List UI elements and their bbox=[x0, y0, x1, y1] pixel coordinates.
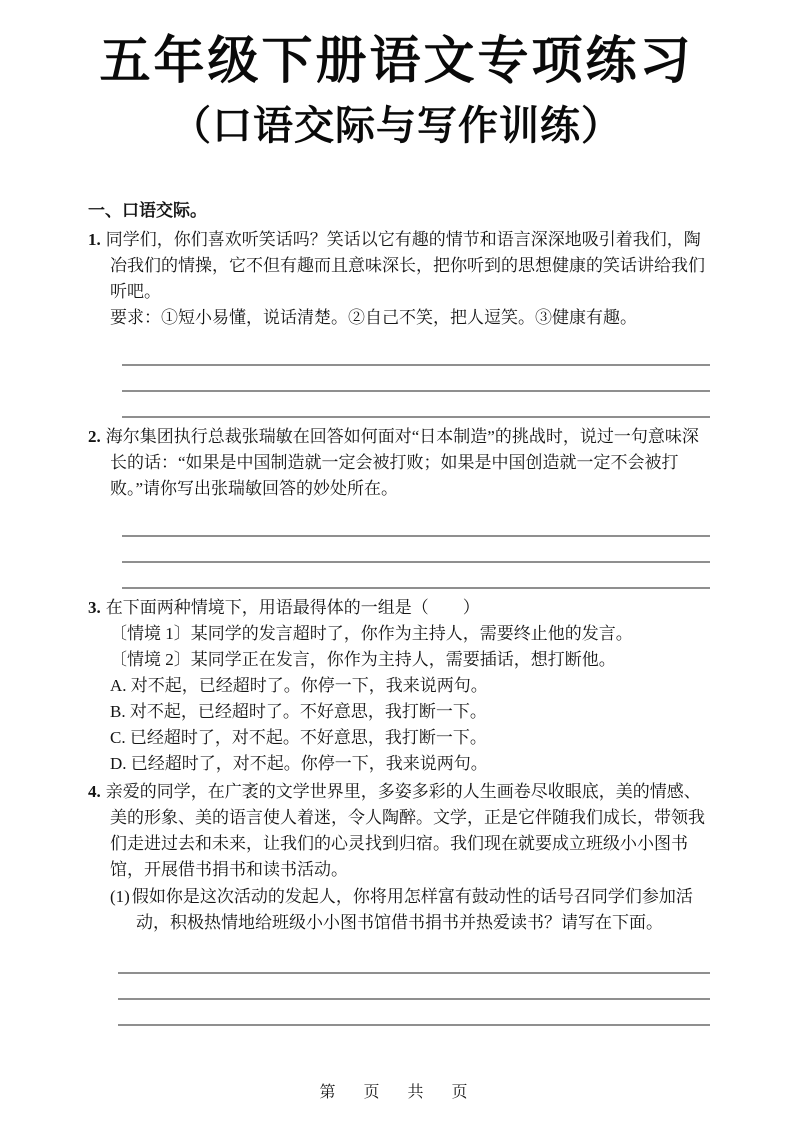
question-3-body: 在下面两种情境下，用语最得体的一组是（ ） bbox=[105, 598, 480, 617]
answer-blank-line[interactable] bbox=[118, 948, 710, 974]
question-2-number: 2. bbox=[88, 427, 101, 446]
question-4-sub-1-number: (1) bbox=[110, 887, 130, 906]
question-3-option-b[interactable]: B. 对不起，已经超时了。不好意思，我打断一下。 bbox=[110, 702, 487, 721]
answer-blank-line[interactable] bbox=[118, 1000, 710, 1026]
page-title: 五年级下册语文专项练习 bbox=[99, 32, 694, 89]
question-3-option-d[interactable]: D. 已经超时了，对不起。你停一下，我来说两句。 bbox=[110, 754, 488, 773]
question-4 bbox=[88, 779, 710, 1026]
question-4-sub-1-body: 假如你是这次活动的发起人，你将用怎样富有鼓动性的话号召同学们参加活动，积极热情地给班级小小图书馆借书捐书并热爱读书？请写在下面。 bbox=[131, 887, 693, 932]
question-2-answer-area bbox=[122, 511, 710, 589]
question-2 bbox=[88, 424, 710, 589]
answer-blank-line[interactable] bbox=[122, 563, 710, 589]
answer-blank-line[interactable] bbox=[122, 340, 710, 366]
question-3-number: 3. bbox=[88, 598, 101, 617]
question-1 bbox=[88, 227, 710, 418]
answer-blank-line[interactable] bbox=[122, 537, 710, 563]
question-4-body: 亲爱的同学，在广袤的文学世界里，多姿多彩的人生画卷尽收眼底，美的情感、美的形象、美的语言使人着迷，令人陶醉。文学，正是它伴随我们成长，带领我们走进过去和未来，让我们的心灵找到归宿。我们现在就要成立班级小小图书馆，开展借书捐书和读书活动。 bbox=[105, 782, 705, 879]
question-3-option-a[interactable]: A. 对不起，已经超时了。你停一下，我来说两句。 bbox=[110, 676, 488, 695]
answer-blank-line[interactable] bbox=[122, 392, 710, 418]
question-2-text bbox=[88, 424, 710, 502]
answer-blank-line[interactable] bbox=[122, 366, 710, 392]
question-4-number: 4. bbox=[88, 782, 101, 801]
question-1-number: 1. bbox=[88, 230, 101, 249]
question-1-body: 同学们，你们喜欢听笑话吗？笑话以它有趣的情节和语言深深地吸引着我们，陶冶我们的情操，它不但有趣而且意味深长，把你听到的思想健康的笑话讲给我们听吧。 bbox=[105, 230, 705, 301]
page-footer: 第 页 共 页 bbox=[319, 1084, 474, 1101]
question-4-sub-1 bbox=[110, 884, 710, 936]
question-1-requirement: 要求：①短小易懂，说话清楚。②自己不笑，把人逗笑。③健康有趣。 bbox=[110, 308, 637, 327]
question-2-body: 海尔集团执行总裁张瑞敏在回答如何面对“日本制造”的挑战时，说过一句意味深长的话：“如果是中国制造就一定会被打败；如果是中国创造就一定不会被打败。”请你写出张瑞敏回答的妙处所在。 bbox=[105, 427, 699, 498]
question-3-situation-2: 〔情境 2〕某同学正在发言，你作为主持人，需要插话，想打断他。 bbox=[110, 650, 616, 669]
question-4-text bbox=[88, 779, 710, 883]
question-3-option-c[interactable]: C. 已经超时了，对不起。不好意思，我打断一下。 bbox=[110, 728, 487, 747]
answer-blank-line[interactable] bbox=[118, 974, 710, 1000]
worksheet-content bbox=[88, 198, 710, 1026]
question-3-text bbox=[88, 595, 710, 621]
answer-blank-line[interactable] bbox=[122, 511, 710, 537]
page-subtitle: （口语交际与写作训练） bbox=[171, 104, 622, 148]
question-1-answer-area bbox=[122, 340, 710, 418]
question-3 bbox=[88, 595, 710, 777]
question-1-text bbox=[88, 227, 710, 305]
section-heading-oral-communication: 一、口语交际。 bbox=[88, 201, 207, 220]
question-4-answer-area bbox=[118, 948, 710, 1026]
question-3-situation-1: 〔情境 1〕某同学的发言超时了，你作为主持人，需要终止他的发言。 bbox=[110, 624, 633, 643]
